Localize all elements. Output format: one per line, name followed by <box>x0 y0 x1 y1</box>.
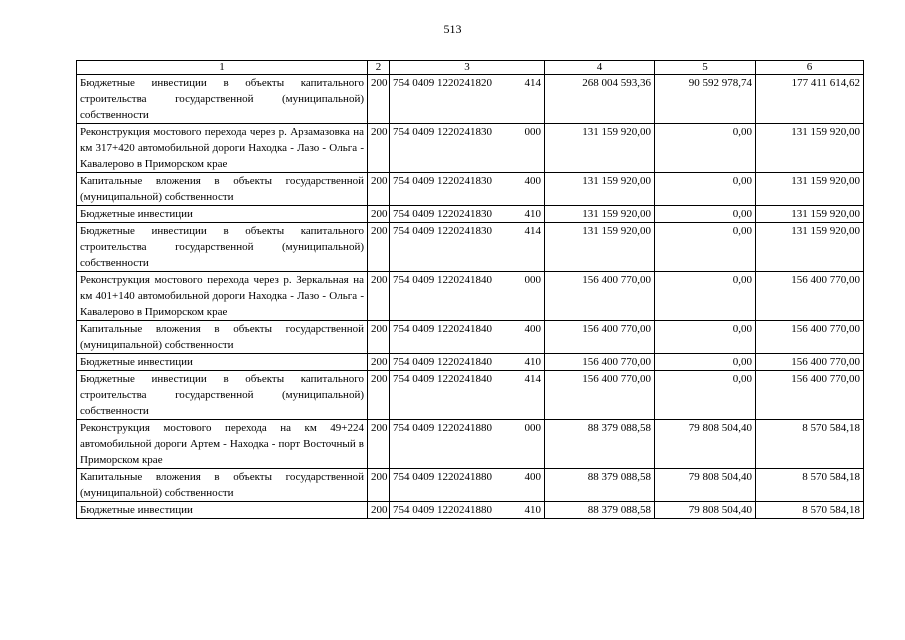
row-code: 754 0409 1220241880 <box>393 422 492 434</box>
row-code-cell <box>390 124 545 173</box>
row-expense-type: 410 <box>524 208 541 220</box>
row-col2: 200 <box>368 420 390 469</box>
row-col6: 131 159 920,00 <box>756 124 864 173</box>
row-col5: 79 808 504,40 <box>655 469 756 502</box>
row-col4: 131 159 920,00 <box>545 173 655 206</box>
row-col6: 8 570 584,18 <box>756 502 864 519</box>
table-row <box>77 206 864 223</box>
row-code: 754 0409 1220241820 <box>393 77 492 89</box>
row-code: 754 0409 1220241880 <box>393 471 492 483</box>
table-row <box>77 173 864 206</box>
column-header: 5 <box>655 61 756 75</box>
row-code: 754 0409 1220241830 <box>393 208 492 220</box>
row-name: Бюджетные инвестиции в объекты капитального строительства государственной (муниципальной) собственности <box>77 223 368 272</box>
row-col4: 268 004 593,36 <box>545 75 655 124</box>
row-col5: 0,00 <box>655 206 756 223</box>
row-name: Реконструкция мостового перехода на км 49+224 автомобильной дороги Артем - Находка - порт Восточный в Приморском крае <box>77 420 368 469</box>
row-code-cell <box>390 371 545 420</box>
row-col6: 131 159 920,00 <box>756 206 864 223</box>
row-code: 754 0409 1220241830 <box>393 126 492 138</box>
row-code-cell <box>390 75 545 124</box>
row-col2: 200 <box>368 371 390 420</box>
table-row <box>77 75 864 124</box>
row-col4: 156 400 770,00 <box>545 371 655 420</box>
column-header: 6 <box>756 61 864 75</box>
row-col6: 156 400 770,00 <box>756 354 864 371</box>
column-header: 3 <box>390 61 545 75</box>
table-row <box>77 272 864 321</box>
row-expense-type: 400 <box>524 471 541 483</box>
row-col5: 0,00 <box>655 321 756 354</box>
row-col6: 156 400 770,00 <box>756 272 864 321</box>
row-col4: 131 159 920,00 <box>545 206 655 223</box>
row-code-cell <box>390 223 545 272</box>
row-expense-type: 414 <box>524 225 541 237</box>
row-expense-type: 000 <box>524 126 541 138</box>
row-col4: 88 379 088,58 <box>545 469 655 502</box>
table-row <box>77 420 864 469</box>
row-code-cell <box>390 321 545 354</box>
row-code-cell <box>390 272 545 321</box>
row-name: Капитальные вложения в объекты государственной (муниципальной) собственности <box>77 321 368 354</box>
row-name: Реконструкция мостового перехода через р. Арзамазовка на км 317+420 автомобильной дороги Находка - Лазо - Ольга - Кавалерово в Приморском крае <box>77 124 368 173</box>
table-row <box>77 321 864 354</box>
row-col4: 88 379 088,58 <box>545 420 655 469</box>
row-expense-type: 414 <box>524 373 541 385</box>
row-col4: 156 400 770,00 <box>545 321 655 354</box>
column-header: 4 <box>545 61 655 75</box>
row-code-cell <box>390 469 545 502</box>
table-row <box>77 469 864 502</box>
row-code-cell <box>390 502 545 519</box>
row-name: Бюджетные инвестиции <box>77 354 368 371</box>
row-col2: 200 <box>368 469 390 502</box>
row-name: Бюджетные инвестиции <box>77 206 368 223</box>
table-header-row <box>77 61 864 75</box>
row-col5: 79 808 504,40 <box>655 502 756 519</box>
row-expense-type: 414 <box>524 77 541 89</box>
table-row <box>77 354 864 371</box>
row-code: 754 0409 1220241830 <box>393 225 492 237</box>
row-col6: 8 570 584,18 <box>756 420 864 469</box>
row-name: Реконструкция мостового перехода через р. Зеркальная на км 401+140 автомобильной дороги Находка - Лазо - Ольга - Кавалерово в Приморском крае <box>77 272 368 321</box>
row-code: 754 0409 1220241840 <box>393 356 492 368</box>
row-code: 754 0409 1220241830 <box>393 175 492 187</box>
row-code-cell <box>390 206 545 223</box>
row-col5: 0,00 <box>655 354 756 371</box>
row-col5: 90 592 978,74 <box>655 75 756 124</box>
row-col4: 156 400 770,00 <box>545 354 655 371</box>
row-col6: 8 570 584,18 <box>756 469 864 502</box>
row-col2: 200 <box>368 124 390 173</box>
row-code: 754 0409 1220241840 <box>393 323 492 335</box>
row-col4: 131 159 920,00 <box>545 223 655 272</box>
row-code: 754 0409 1220241880 <box>393 504 492 516</box>
row-code: 754 0409 1220241840 <box>393 373 492 385</box>
row-col4: 131 159 920,00 <box>545 124 655 173</box>
row-expense-type: 000 <box>524 422 541 434</box>
row-col5: 0,00 <box>655 272 756 321</box>
row-expense-type: 410 <box>524 504 541 516</box>
row-col5: 0,00 <box>655 124 756 173</box>
row-col2: 200 <box>368 206 390 223</box>
column-header: 2 <box>368 61 390 75</box>
row-expense-type: 000 <box>524 274 541 286</box>
table-row <box>77 124 864 173</box>
row-name: Бюджетные инвестиции <box>77 502 368 519</box>
table-row <box>77 223 864 272</box>
row-col2: 200 <box>368 354 390 371</box>
row-col5: 0,00 <box>655 223 756 272</box>
row-code: 754 0409 1220241840 <box>393 274 492 286</box>
row-expense-type: 410 <box>524 356 541 368</box>
table-row <box>77 371 864 420</box>
row-col6: 156 400 770,00 <box>756 371 864 420</box>
budget-table <box>76 60 864 519</box>
row-col4: 156 400 770,00 <box>545 272 655 321</box>
row-col2: 200 <box>368 223 390 272</box>
page-number: 513 <box>443 22 462 36</box>
row-name: Бюджетные инвестиции в объекты капитального строительства государственной (муниципальной) собственности <box>77 75 368 124</box>
row-col5: 0,00 <box>655 371 756 420</box>
table-row <box>77 502 864 519</box>
row-expense-type: 400 <box>524 175 541 187</box>
row-col2: 200 <box>368 321 390 354</box>
row-code-cell <box>390 173 545 206</box>
row-code-cell <box>390 420 545 469</box>
row-col6: 131 159 920,00 <box>756 223 864 272</box>
row-col2: 200 <box>368 502 390 519</box>
row-col5: 79 808 504,40 <box>655 420 756 469</box>
row-name: Капитальные вложения в объекты государственной (муниципальной) собственности <box>77 173 368 206</box>
row-col6: 177 411 614,62 <box>756 75 864 124</box>
row-col6: 131 159 920,00 <box>756 173 864 206</box>
row-expense-type: 400 <box>524 323 541 335</box>
row-code-cell <box>390 354 545 371</box>
row-col2: 200 <box>368 75 390 124</box>
row-col5: 0,00 <box>655 173 756 206</box>
row-col2: 200 <box>368 173 390 206</box>
row-col4: 88 379 088,58 <box>545 502 655 519</box>
row-name: Капитальные вложения в объекты государственной (муниципальной) собственности <box>77 469 368 502</box>
row-col6: 156 400 770,00 <box>756 321 864 354</box>
row-name: Бюджетные инвестиции в объекты капитального строительства государственной (муниципальной) собственности <box>77 371 368 420</box>
row-col2: 200 <box>368 272 390 321</box>
column-header: 1 <box>77 61 368 75</box>
